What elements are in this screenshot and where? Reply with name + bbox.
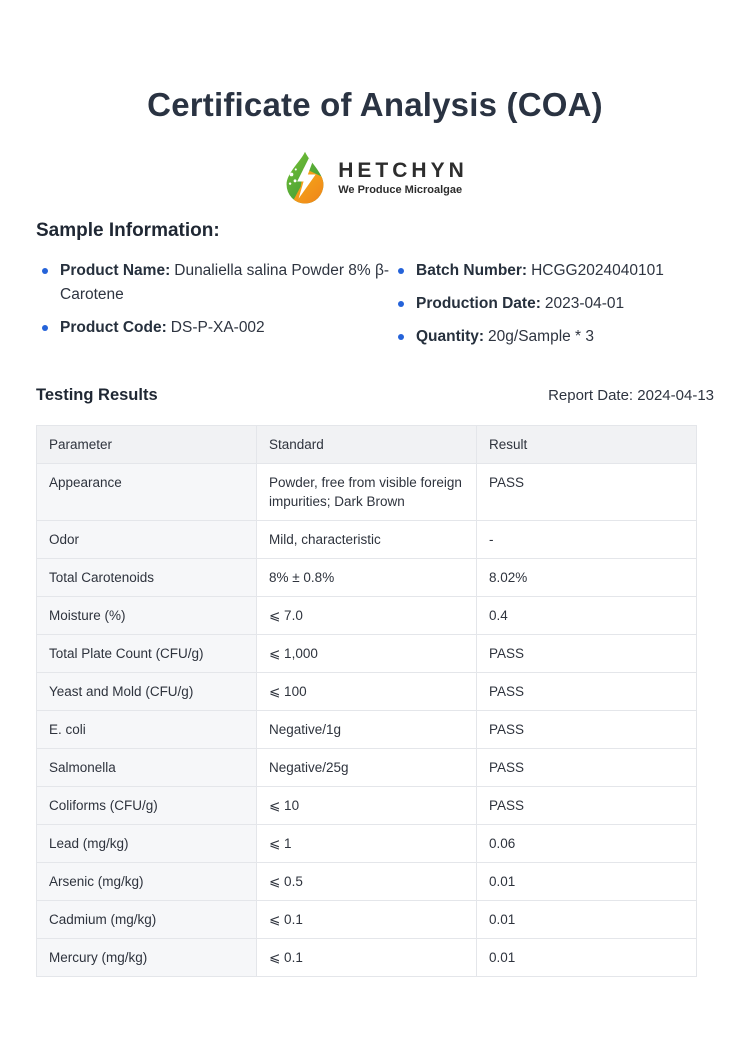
sample-info-text [416, 325, 594, 349]
bullet-icon [398, 301, 404, 307]
cell-standard: ⩽ 1 [257, 825, 477, 863]
table-row [37, 521, 697, 559]
table-row [37, 787, 697, 825]
cell-result: 0.01 [477, 939, 697, 977]
sample-info-label: Product Code: [60, 319, 167, 336]
brand-logo [0, 150, 750, 206]
cell-parameter: Total Carotenoids [37, 559, 257, 597]
table-row [37, 749, 697, 787]
sample-info-value: 2023-04-01 [544, 295, 625, 312]
cell-parameter: E. coli [37, 711, 257, 749]
cell-parameter: Moisture (%) [37, 597, 257, 635]
table-header [37, 426, 697, 464]
sample-info-text [60, 316, 265, 340]
report-date: Report Date: 2024-04-13 [548, 387, 714, 404]
cell-result: 0.4 [477, 597, 697, 635]
cell-parameter: Lead (mg/kg) [37, 825, 257, 863]
sample-info-list [36, 259, 714, 358]
sample-info-item [36, 259, 392, 307]
cell-result: PASS [477, 749, 697, 787]
table-row [37, 635, 697, 673]
sample-info-label: Production Date: [416, 295, 541, 312]
table-row [37, 559, 697, 597]
testing-results-header-row [36, 386, 714, 405]
cell-standard: ⩽ 0.1 [257, 901, 477, 939]
sample-info-item [392, 292, 714, 316]
sample-info-item [392, 325, 714, 349]
page-title: Certificate of Analysis (COA) [147, 86, 603, 123]
sample-info-text [416, 259, 664, 283]
sample-info-label: Batch Number: [416, 262, 528, 279]
column-header-result: Result [477, 426, 697, 464]
cell-result: PASS [477, 711, 697, 749]
cell-standard: ⩽ 0.1 [257, 939, 477, 977]
brand-tagline: We Produce Microalgae [338, 184, 463, 196]
sample-info-left-column [36, 259, 392, 358]
cell-parameter: Coliforms (CFU/g) [37, 787, 257, 825]
testing-results-heading: Testing Results [36, 386, 158, 404]
cell-result: PASS [477, 787, 697, 825]
table-header-row [37, 426, 697, 464]
sample-info-item [392, 259, 714, 283]
cell-result: PASS [477, 635, 697, 673]
sample-info-text [416, 292, 624, 316]
table-row [37, 597, 697, 635]
droplet-logo-icon [282, 151, 328, 205]
cell-parameter: Yeast and Mold (CFU/g) [37, 673, 257, 711]
cell-result: 0.06 [477, 825, 697, 863]
cell-parameter: Appearance [37, 464, 257, 521]
sample-info-label: Quantity: [416, 328, 485, 345]
cell-parameter: Cadmium (mg/kg) [37, 901, 257, 939]
cell-standard: Negative/25g [257, 749, 477, 787]
sample-info-value: 20g/Sample * 3 [488, 328, 595, 345]
cell-parameter: Mercury (mg/kg) [37, 939, 257, 977]
cell-result: PASS [477, 673, 697, 711]
cell-standard: Powder, free from visible foreign impurities; Dark Brown [257, 464, 477, 521]
sample-info-value: HCGG2024040101 [531, 262, 664, 279]
cell-standard: ⩽ 1,000 [257, 635, 477, 673]
cell-parameter: Arsenic (mg/kg) [37, 863, 257, 901]
cell-standard: Mild, characteristic [257, 521, 477, 559]
sample-info-heading: Sample Information: [36, 220, 220, 241]
cell-standard: ⩽ 0.5 [257, 863, 477, 901]
bullet-icon [398, 334, 404, 340]
bullet-icon [398, 268, 404, 274]
sample-info-value: DS-P-XA-002 [170, 319, 265, 336]
table-row [37, 673, 697, 711]
cell-standard: ⩽ 10 [257, 787, 477, 825]
table-row [37, 863, 697, 901]
cell-result: 0.01 [477, 863, 697, 901]
brand-text [338, 159, 468, 197]
table-row [37, 711, 697, 749]
bullet-icon [42, 325, 48, 331]
cell-result: PASS [477, 464, 697, 521]
bullet-icon [42, 268, 48, 274]
cell-result: 8.02% [477, 559, 697, 597]
cell-standard: 8% ± 0.8% [257, 559, 477, 597]
table-row [37, 825, 697, 863]
table-body [37, 464, 697, 977]
cell-standard: ⩽ 7.0 [257, 597, 477, 635]
table-row [37, 901, 697, 939]
cell-standard: ⩽ 100 [257, 673, 477, 711]
column-header-standard: Standard [257, 426, 477, 464]
cell-parameter: Salmonella [37, 749, 257, 787]
sample-info-label: Product Name: [60, 262, 171, 279]
cell-result: - [477, 521, 697, 559]
cell-parameter: Total Plate Count (CFU/g) [37, 635, 257, 673]
brand-name: HETCHYN [338, 159, 468, 182]
sample-info-value: Dunaliella salina Powder 8% β-Carotene [60, 262, 390, 303]
sample-info-item [36, 316, 392, 340]
testing-results-table [36, 425, 697, 977]
cell-result: 0.01 [477, 901, 697, 939]
table-row [37, 464, 697, 521]
cell-standard: Negative/1g [257, 711, 477, 749]
sample-info-right-column [392, 259, 714, 358]
table-row [37, 939, 697, 977]
sample-info-text [60, 259, 392, 307]
column-header-parameter: Parameter [37, 426, 257, 464]
cell-parameter: Odor [37, 521, 257, 559]
